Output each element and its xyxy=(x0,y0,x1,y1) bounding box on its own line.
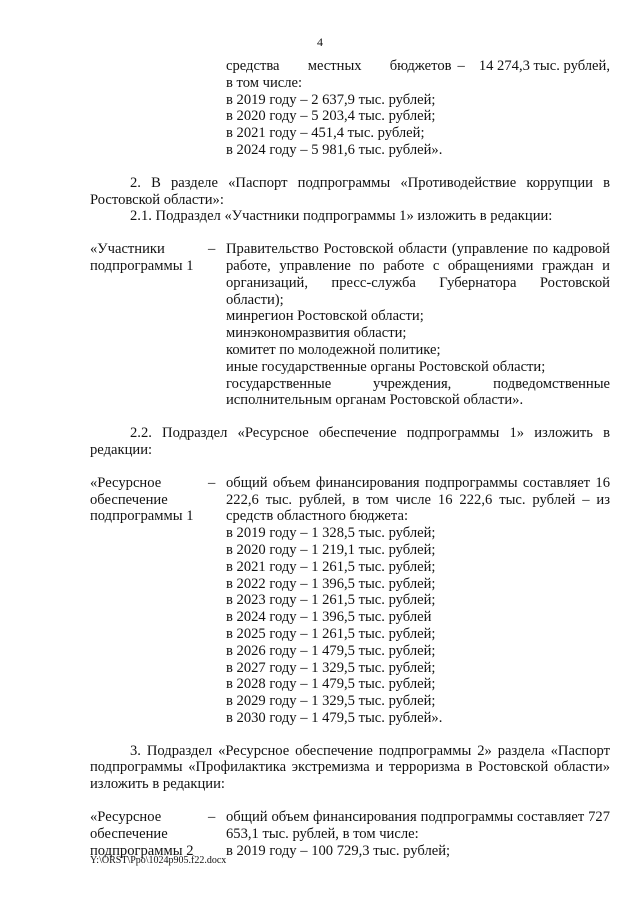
resources2-values xyxy=(226,809,610,859)
resources1-year: в 2021 году – 1 261,5 тыс. рублей; xyxy=(226,558,436,575)
resources1-year: в 2019 году – 1 328,5 тыс. рублей; xyxy=(226,525,436,542)
participants-block xyxy=(90,241,610,409)
resources2-label-line: обеспечение xyxy=(90,825,168,842)
resources1-intro: общий объем финансирования подпрограммы составляет 16 222,6 тыс. рублей, в том числе 16 222,6 тыс. рублей – из средств областного бюджета: xyxy=(226,474,610,525)
participant-item: иные государственные органы Ростовской области; xyxy=(226,358,546,375)
resources1-year: в 2030 году – 1 479,5 тыс. рублей». xyxy=(226,709,443,726)
resources1-block xyxy=(90,475,610,727)
participant-item: минэкономразвития области; xyxy=(226,325,407,342)
footer-file-path: Y:\ORST\Ppo\1024p905.f22.docx xyxy=(90,855,227,866)
top-line: в 2020 году – 5 203,4 тыс. рублей; xyxy=(226,108,436,125)
resources1-label-line: подпрограммы 1 xyxy=(90,508,194,525)
resources1-year: в 2029 году – 1 329,5 тыс. рублей; xyxy=(226,693,436,710)
resources1-year: в 2020 году – 1 219,1 тыс. рублей; xyxy=(226,541,436,558)
document-body xyxy=(90,58,610,859)
participant-item: государственные учреждения, подведомственные исполнительным органам Ростовской области». xyxy=(226,375,610,409)
section3-heading: 3. Подраздел «Ресурсное обеспечение подпрограммы 2» раздела «Паспорт подпрограммы «Профилактика экстремизма и терроризма в Ростовской области» изложить в редакции: xyxy=(90,742,610,793)
top-first-left: средства местных бюджетов xyxy=(226,58,452,74)
top-block xyxy=(90,58,610,159)
participants-dash: – xyxy=(208,241,216,258)
participants-label xyxy=(90,241,208,409)
participants-label-line: «Участники xyxy=(90,241,165,258)
resources2-label-line: подпрограммы 2 xyxy=(90,842,194,859)
participant-item: комитет по молодежной политике; xyxy=(226,341,441,358)
top-line: в 2024 году – 5 981,6 тыс. рублей». xyxy=(226,141,443,158)
resources1-year: в 2024 году – 1 396,5 тыс. рублей xyxy=(226,609,432,626)
resources1-year: в 2022 году – 1 396,5 тыс. рублей; xyxy=(226,575,436,592)
resources2-dash: – xyxy=(208,809,216,826)
resources1-label-line: обеспечение xyxy=(90,491,168,508)
resources1-year: в 2028 году – 1 479,5 тыс. рублей; xyxy=(226,676,436,693)
resources1-year: в 2026 году – 1 479,5 тыс. рублей; xyxy=(226,642,436,659)
resources2-year: в 2019 году – 100 729,3 тыс. рублей; xyxy=(226,842,451,859)
resources1-label xyxy=(90,475,208,727)
top-first-dash: – xyxy=(457,58,465,74)
resources2-label xyxy=(90,809,208,859)
top-line: в том числе: xyxy=(226,74,303,91)
top-first-line xyxy=(226,58,610,75)
resources1-values xyxy=(226,475,610,727)
participant-item: минрегион Ростовской области; xyxy=(226,308,424,325)
page-number: 4 xyxy=(317,35,323,49)
resources1-label-line: «Ресурсное xyxy=(90,474,162,491)
resources2-block xyxy=(90,809,610,859)
resources1-year: в 2023 году – 1 261,5 тыс. рублей; xyxy=(226,592,436,609)
top-first-right: 14 274,3 тыс. рублей, xyxy=(478,58,610,74)
top-line: в 2021 году – 451,4 тыс. рублей; xyxy=(226,125,425,142)
section2-heading: 2. В разделе «Паспорт подпрограммы «Противодействие коррупции в Ростовской области»: xyxy=(90,174,610,208)
resources2-label-line: «Ресурсное xyxy=(90,809,162,826)
participants-list xyxy=(226,241,610,409)
section2-sub2: 2.2. Подраздел «Ресурсное обеспечение подпрограммы 1» изложить в редакции: xyxy=(90,425,610,458)
resources2-intro: общий объем финансирования подпрограммы составляет 727 653,1 тыс. рублей, в том числе: xyxy=(226,809,610,842)
section2-sub1: 2.1. Подраздел «Участники подпрограммы 1» изложить в редакции: xyxy=(130,208,553,225)
participants-label-line: подпрограммы 1 xyxy=(90,257,194,274)
resources1-dash: – xyxy=(208,474,216,491)
participant-item: Правительство Ростовской области (управление по кадровой работе, управление по работе с обращениями граждан и организаций, пресс-служба Губернатора Ростовской области); xyxy=(226,241,610,308)
top-line: в 2019 году – 2 637,9 тыс. рублей; xyxy=(226,91,436,108)
resources1-year: в 2025 году – 1 261,5 тыс. рублей; xyxy=(226,625,436,642)
resources1-year: в 2027 году – 1 329,5 тыс. рублей; xyxy=(226,659,436,676)
